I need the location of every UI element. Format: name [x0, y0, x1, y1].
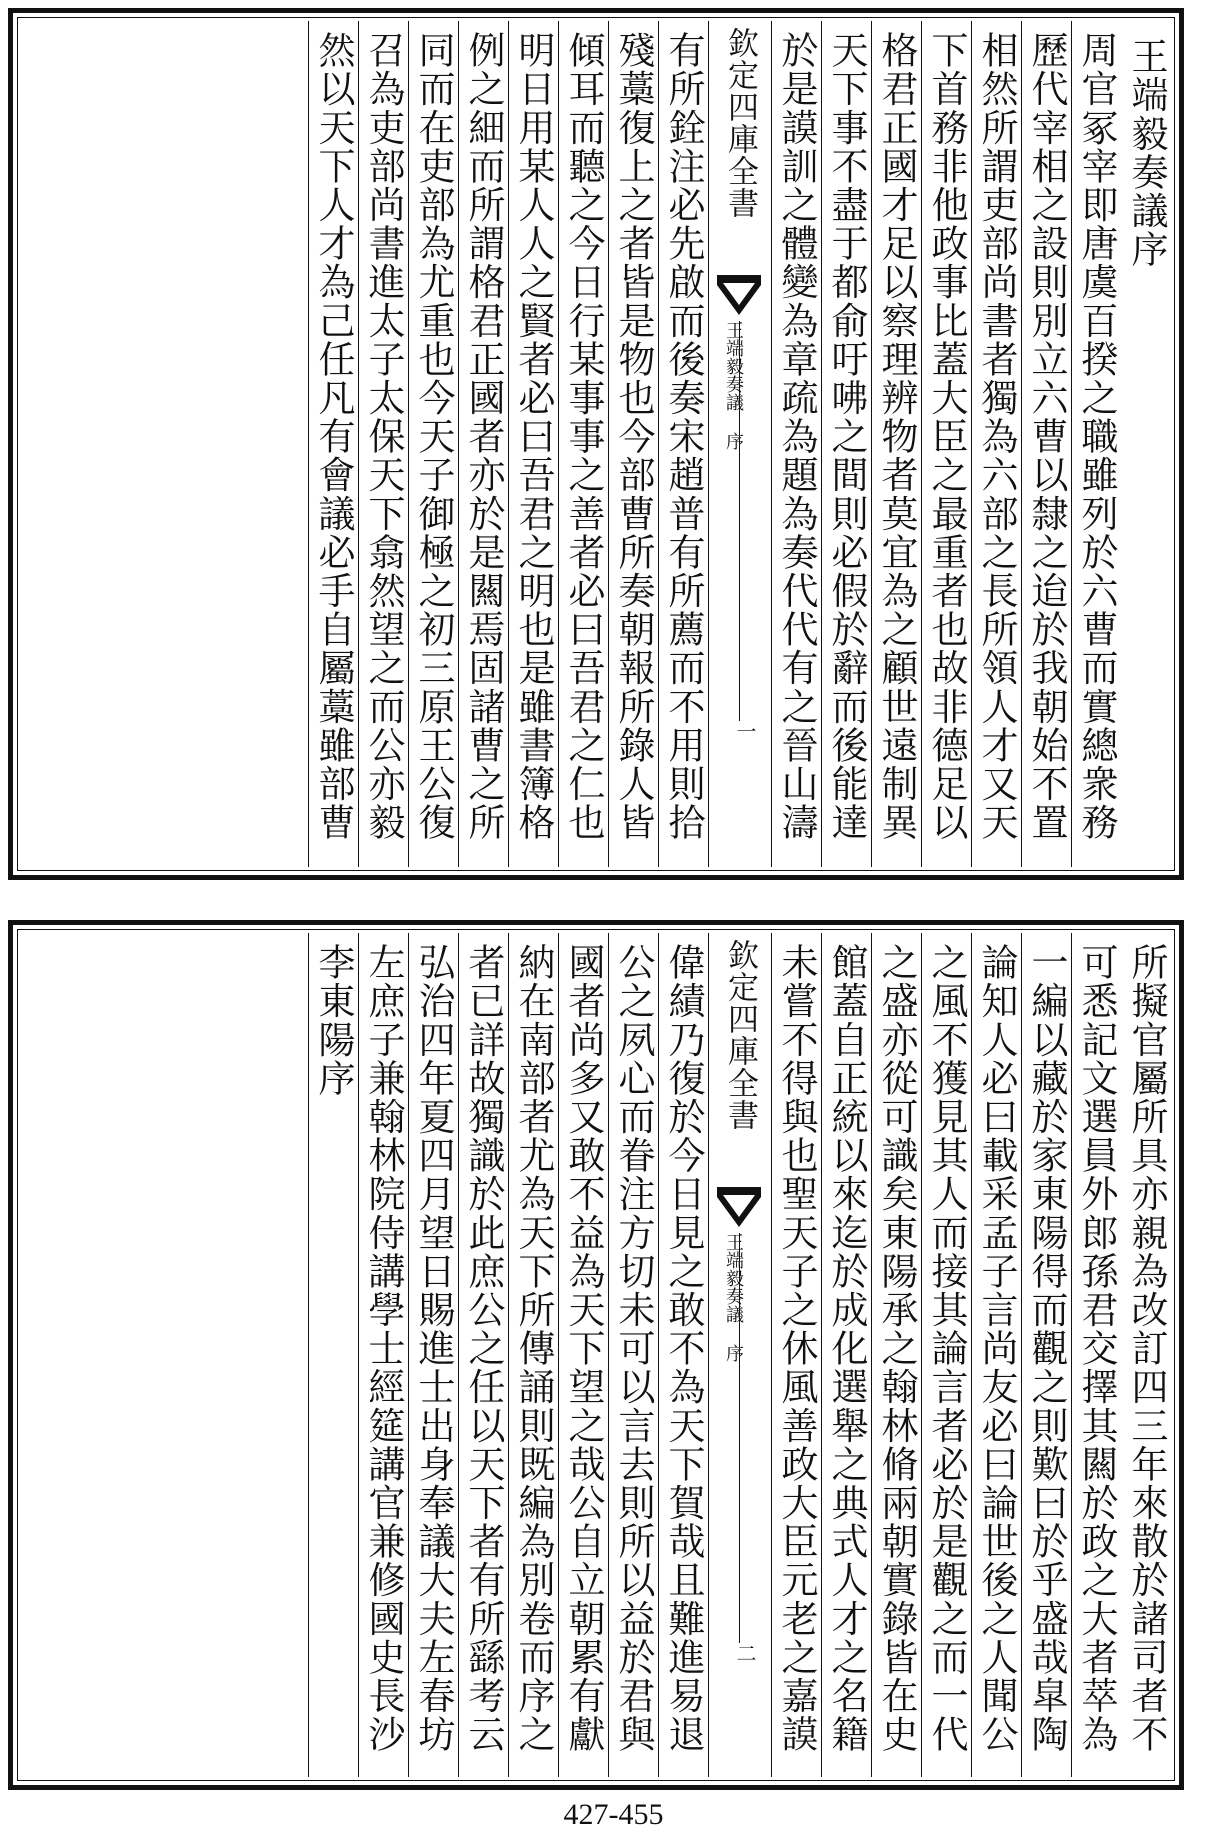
text-column: 於是謨訓之體變為章疏為題為奏代代有之晉山濤 — [771, 21, 821, 867]
fish-tail-mark-icon — [713, 273, 765, 319]
text-column: 可悉記文選員外郎孫君交擇其闗於政之大者萃為 — [1071, 933, 1121, 1777]
fold-subtitle: 王端毅奏議 序 — [723, 321, 744, 450]
text-column: 未嘗不得與也聖天子之休風善政大臣元老之嘉謨 — [771, 933, 821, 1777]
page-number: 一 — [733, 721, 757, 741]
text-column: 然以天下人才為己任凡有會議必手自屬藁雖部曹 — [308, 21, 358, 867]
text-columns — [21, 933, 1171, 1777]
text-column: 歷代宰相之設則別立六曹以隸之迨於我朝始不置 — [1021, 21, 1071, 867]
text-column: 召為吏部尚書進太子太保天下翕然望之而公亦毅 — [358, 21, 408, 867]
text-column: 之盛亦從可識矣東陽承之翰林脩兩朝實錄皆在史 — [871, 933, 921, 1777]
text-column: 者已詳故獨識於此庶公之任以天下者有所繇考云 — [458, 933, 508, 1777]
bottom-page — [8, 920, 1184, 1790]
text-column: 一編以藏於家東陽得而觀之則歎曰於乎盛哉皐陶 — [1021, 933, 1071, 1777]
signature-column: 李東陽序 — [308, 933, 358, 1777]
text-column: 公之夙心而眷注方切未可以言去則所以益於君與 — [608, 933, 658, 1777]
fish-tail-mark-icon — [713, 1185, 765, 1231]
text-column: 天下事不盡于都俞吁咈之間則必假於辭而後能達 — [821, 21, 871, 867]
text-column: 論知人必曰載采孟子言尚友必曰論世後之人聞公 — [971, 933, 1021, 1777]
text-column: 例之細而所謂格君正國者亦於是闗焉固諸曹之所 — [458, 21, 508, 867]
text-column: 之風不獲見其人而接其論言者必於是觀之而一代 — [921, 933, 971, 1777]
text-column: 傾耳而聽之今日行某事事之善者必曰吾君之仁也 — [558, 21, 608, 867]
text-column: 格君正國才足以察理辨物者莫宜為之顧世遠制異 — [871, 21, 921, 867]
text-column: 明日用某人人之賢者必曰吾君之明也是雖書簿格 — [508, 21, 558, 867]
text-column: 同而在吏部為尤重也今天子御極之初三原王公復 — [408, 21, 458, 867]
text-column: 有所銓注必先啟而後奏宋趙普有所薦而不用則拾 — [658, 21, 708, 867]
text-column: 館蓋自正統以來迄於成化選舉之典式人才之名籍 — [821, 933, 871, 1777]
text-column: 偉績乃復於今日見之敢不為天下賀哉且難進易退 — [658, 933, 708, 1777]
catalog-number: 427-455 — [563, 1798, 664, 1831]
fold-center — [708, 21, 771, 867]
text-column: 納在南部者尤為天下所傳誦則既編為別卷而序之 — [508, 933, 558, 1777]
top-page — [8, 8, 1184, 880]
text-column: 國者尚多又敢不益為天下望之哉公自立朝累有獻 — [558, 933, 608, 1777]
text-columns — [21, 21, 1171, 867]
text-column: 左庶子兼翰林院侍講學士經筵講官兼修國史長沙 — [358, 933, 408, 1777]
text-column: 弘治四年夏四月望日賜進士出身奉議大夫左春坊 — [408, 933, 458, 1777]
text-column: 相然所謂吏部尚書者獨為六部之長所領人才又天 — [971, 21, 1021, 867]
fold-title: 欽定四庫全書 — [722, 27, 758, 219]
page-number: 二 — [733, 1643, 757, 1663]
text-column: 所擬官屬所具亦親為改訂四三年來散於諸司者不 — [1125, 943, 1168, 1754]
preface-title: 王端毅奏議序 — [1125, 37, 1168, 269]
text-column: 下首務非他政事比蓋大臣之最重者也故非德足以 — [921, 21, 971, 867]
text-column: 殘藁復上之者皆是物也今部曹所奏朝報所錄人皆 — [608, 21, 658, 867]
fold-subtitle: 王端毅奏議 序 — [723, 1233, 744, 1362]
text-column: 周官冢宰即唐虞百揆之職雖列於六曹而實總衆務 — [1071, 21, 1121, 867]
fold-title: 欽定四庫全書 — [722, 939, 758, 1131]
fold-center — [708, 933, 771, 1777]
